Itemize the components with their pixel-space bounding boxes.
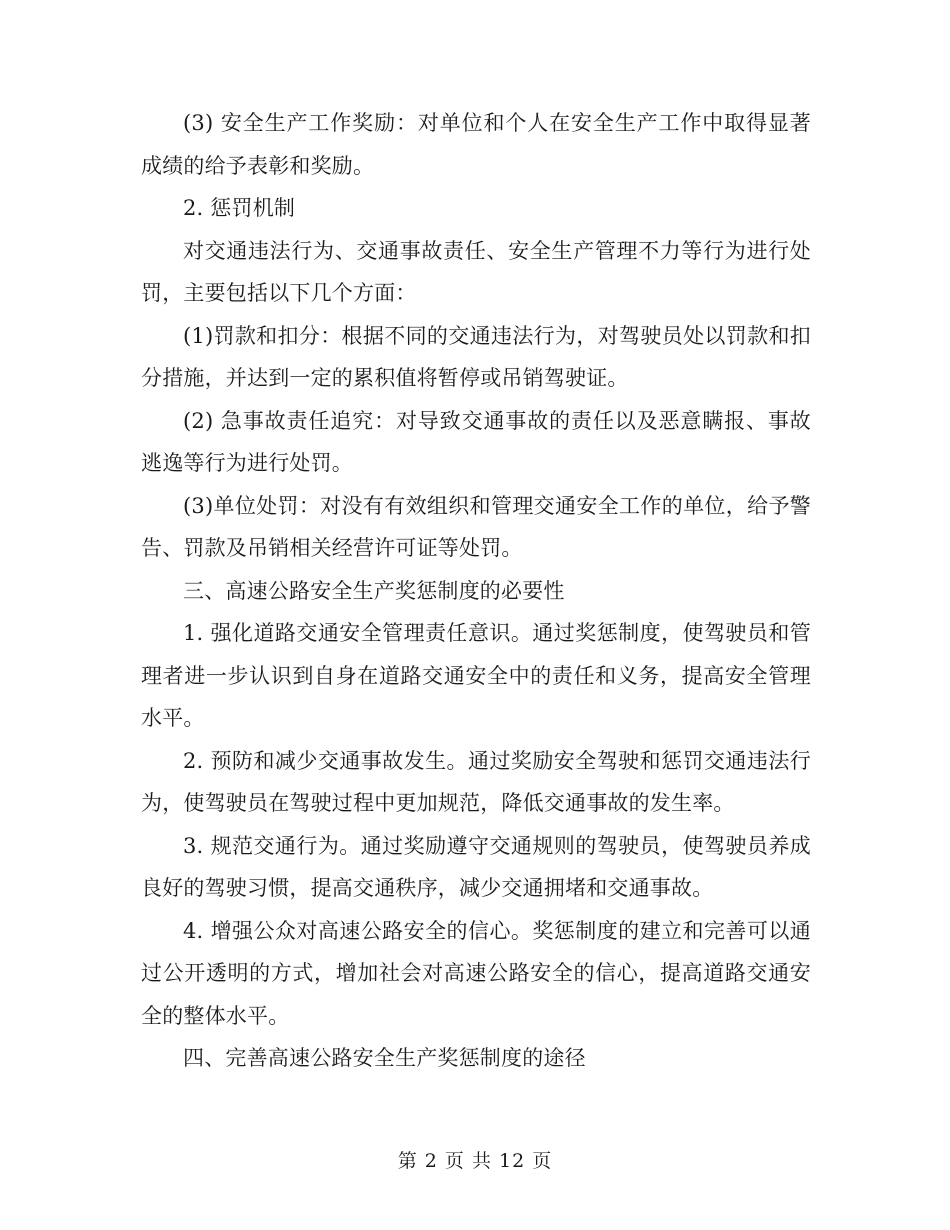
paragraph-punishment-intro: 对交通违法行为、交通事故责任、安全生产管理不力等行为进行处罚，主要包括以下几个方面：: [141, 238, 811, 305]
section-heading-necessity: 三、高速公路安全生产奖惩制度的必要性: [183, 578, 565, 603]
paragraph-necessity-item-1: 1. 强化道路交通安全管理责任意识。通过奖惩制度，使驾驶员和管理者进一步认识到自身在道路交通安全中的责任和义务，提高安全管理水平。: [141, 621, 811, 730]
paragraph-reward-item-3: (3) 安全生产工作奖励：对单位和个人在安全生产工作中取得显著成绩的给予表彰和奖励。: [141, 111, 811, 178]
paragraph-punishment-item-1: (1)罚款和扣分：根据不同的交通违法行为，对驾驶员处以罚款和扣分措施，并达到一定的累积值将暂停或吊销驾驶证。: [141, 323, 811, 390]
paragraph-punishment-item-3: (3)单位处罚：对没有有效组织和管理交通安全工作的单位，给予警告、罚款及吊销相关经营许可证等处罚。: [141, 493, 811, 560]
section-heading-improvement: 四、完善高速公路安全生产奖惩制度的途径: [183, 1046, 586, 1070]
paragraph-necessity-item-4: 4. 增强公众对高速公路安全的信心。奖惩制度的建立和完善可以通过公开透明的方式，增加社会对高速公路安全的信心，提高道路交通安全的整体水平。: [141, 918, 811, 1028]
paragraph-punishment-item-2: (2) 急事故责任追究：对导致交通事故的责任以及恶意瞒报、事故逃逸等行为进行处罚。: [141, 408, 811, 475]
paragraph-necessity-item-3: 3. 规范交通行为。通过奖励遵守交通规则的驾驶员，使驾驶员养成良好的驾驶习惯，提高交通秩序，减少交通拥堵和交通事故。: [141, 833, 811, 900]
paragraph-heading-punishment: 2. 惩罚机制: [183, 196, 296, 220]
document-body: [141, 102, 811, 1080]
page-number-footer: 第 2 页 共 12 页: [397, 1150, 553, 1172]
paragraph-necessity-item-2: 2. 预防和减少交通事故发生。通过奖励安全驾驶和惩罚交通违法行为，使驾驶员在驾驶过程中更加规范，降低交通事故的发生率。: [141, 748, 811, 815]
